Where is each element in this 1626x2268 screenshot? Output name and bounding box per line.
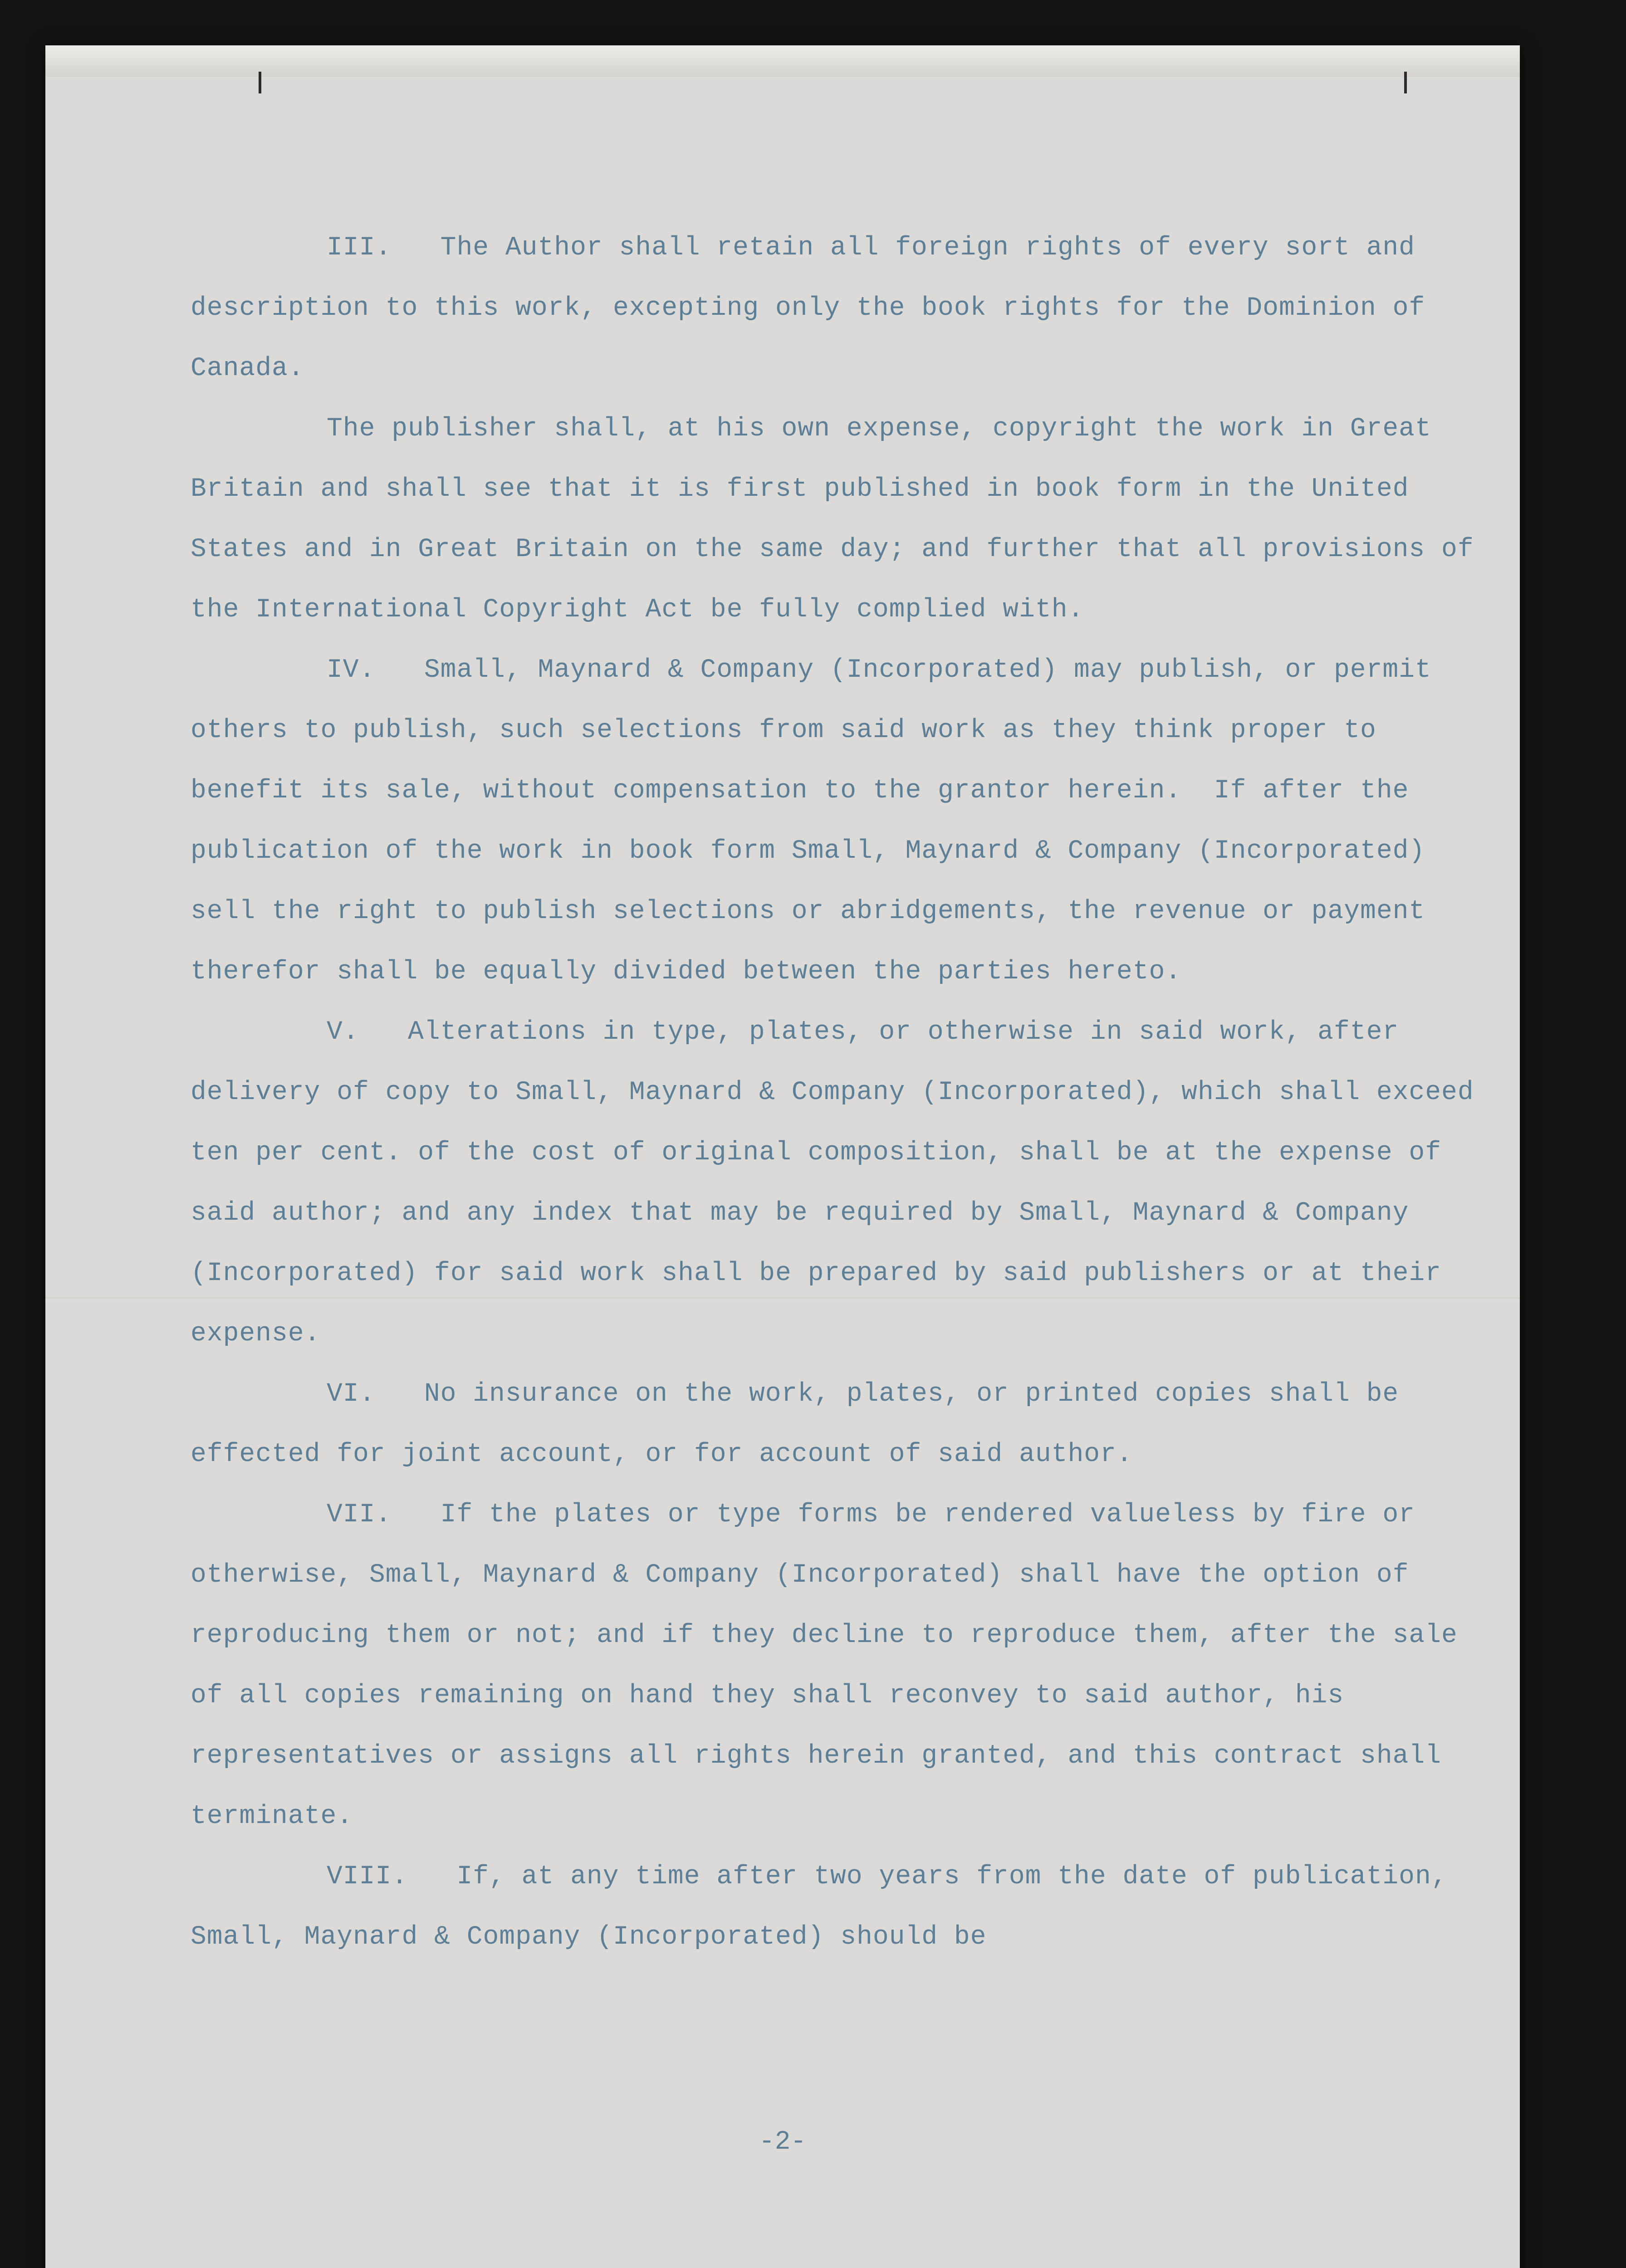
paragraph-v: V. Alterations in type, plates, or otherwise in said work, after delivery of copy to Small, Maynard & Company (Incorporated), which shall exceed ten per cent. of the cost of original composition, shall be at the expense of said author; and any index that may be required by Small, Maynard & Company (Incorporated) for said work shall be prepared by said publishers or at their expense. (191, 1017, 1490, 1349)
paragraph-iii: III. The Author shall retain all foreign rights of every sort and description to this work, excepting only the book rights for the Dominion of Canada. (191, 233, 1442, 383)
paragraph-vii: VII. If the plates or type forms be rendered valueless by fire or otherwise, Small, Maynard & Company (Incorporated) shall have the option of reproducing them or not; and if they decline to reproduce them, after the sale of all copies remaining on hand they shall reconvey to said author, his representatives or assigns all rights herein granted, and this contract shall terminate. (191, 1500, 1474, 1831)
left-margin-mark (259, 72, 261, 93)
paragraph-copyright: The publisher shall, at his own expense, copyright the work in Great Britain and shall see that it is first published in book form in the United States and in Great Britain on the same day; and further that all provisions of the International Copyright Act be fully complied with. (191, 414, 1490, 625)
document-page (45, 45, 1520, 2268)
top-fold (45, 45, 1520, 77)
page-number: -2- (759, 2127, 807, 2157)
contract-text (191, 218, 1506, 1967)
paragraph-iv: IV. Small, Maynard & Company (Incorporated) may publish, or permit others to publish, such selections from said work as they think proper to benefit its sale, without compensation to the grantor herein. If after the publication of the work in book form Small, Maynard & Company (Incorporated) sell the right to publish selections or abridgements, the revenue or payment therefor shall be equally divided between the parties hereto. (191, 655, 1448, 987)
paragraph-vi: VI. No insurance on the work, plates, or printed copies shall be effected for joint account, or for account of said author. (191, 1379, 1415, 1469)
right-margin-mark (1404, 72, 1407, 93)
paragraph-viii: VIII. If, at any time after two years from the date of publication, Small, Maynard & Company (Incorporated) should be (191, 1862, 1464, 1952)
